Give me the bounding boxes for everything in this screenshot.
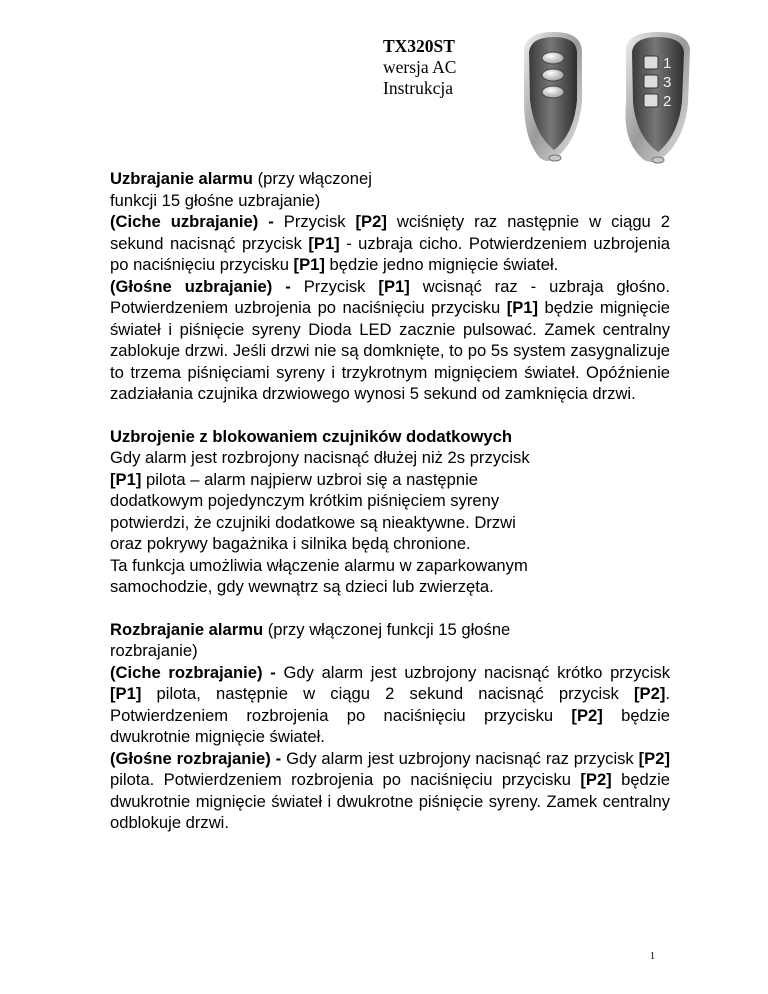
document-body [110, 168, 670, 834]
remote-button-label: 2 [663, 93, 672, 110]
model-name: TX320ST [383, 36, 455, 56]
page-number: 1 [650, 951, 655, 962]
document-header [383, 36, 456, 99]
loud-disarming-paragraph: (Głośne rozbrajanie) - Gdy alarm jest uzbrojony nacisnąć raz przycisk [P2] pilota. Potwierdzeniem rozbrojenia po naciśnięciu przycisku [P2] będzie dwukrotnie mignięcie świateł i dwukrotne piśnięcie syreny. Zamek centralny odblokuje drzwi. [110, 748, 670, 832]
remote-left [524, 32, 582, 161]
remote-button [542, 69, 564, 81]
disarming-heading-line: Rozbrajanie alarmu (przy włączonej funkcji 15 głośne [110, 619, 511, 639]
remote-button-label: 1 [663, 55, 672, 72]
remote-controls-image [518, 12, 718, 164]
arming-heading-line: Uzbrajanie alarmu (przy włączonej [110, 169, 372, 188]
loud-arming-paragraph: (Głośne uzbrajanie) - Przycisk [P1] wcisnąć raz - uzbraja głośno. Potwierdzeniem uzbrojenia po naciśnięciu przycisku [P1] będzie mignięcie świateł i piśnięcie syreny Dioda LED zacznie pulsować. Zamek centralny zablokuje drzwi. Jeśli drzwi nie są domknięte, to po 5s system zasygnalizuje to trzema piśnięciami syreny i trzykrotnym mignięciem świateł. Opóźnienie zadziałania czujnika drzwiowego wynosi 5 sekund od zamknięcia drzwi. [110, 276, 670, 403]
paragraph-line: dodatkowym pojedynczym krótkim piśnięciem syreny [110, 491, 500, 510]
paragraph-line: Ta funkcja umożliwia włączenie alarmu w zaparkowanym [110, 555, 528, 575]
remote-button [542, 86, 564, 98]
remote-right [625, 32, 690, 163]
remote-button-label: 3 [663, 74, 672, 91]
section-title: Uzbrajanie alarmu [110, 169, 253, 188]
paragraph-line: [P1] pilota – alarm najpierw uzbroi się a następnie [110, 469, 479, 489]
paragraph-line: Gdy alarm jest rozbrojony nacisnąć dłużej niż 2s przycisk [110, 448, 530, 467]
version-label: wersja AC [383, 57, 457, 77]
paragraph-line: oraz pokrywy bagażnika i silnika będą chronione. [110, 534, 471, 553]
section-title: Uzbrojenie z blokowaniem czujników dodatkowych [110, 426, 512, 446]
remote-button [542, 52, 564, 64]
quiet-disarming-paragraph: (Ciche rozbrajanie) - Gdy alarm jest uzbrojony nacisnąć krótko przycisk [P1] pilota, następnie w ciągu 2 sekund nacisnąć przycisk [P2]. Potwierdzeniem rozbrojenia po naciśnięciu przycisku [P2] będzie dwukrotnie mignięcie świateł. [110, 662, 671, 746]
section-title: Rozbrajanie alarmu [110, 619, 264, 639]
arming-note: funkcji 15 głośne uzbrajanie) [110, 190, 321, 210]
doc-type-label: Instrukcja [383, 78, 453, 98]
paragraph-line: potwierdzi, że czujniki dodatkowe są nieaktywne. Drzwi [110, 512, 516, 532]
disarming-note: rozbrajanie) [110, 641, 198, 660]
quiet-arming-paragraph: (Ciche uzbrajanie) - Przycisk [P2] wciśnięty raz następnie w ciągu 2 sekund nacisnąć przycisk [P1] - uzbraja cicho. Potwierdzeniem uzbrojenia po naciśnięciu przycisku [P1] będzie jedno mignięcie świateł. [110, 212, 670, 274]
paragraph-line: samochodzie, gdy wewnątrz są dzieci lub zwierzęta. [110, 577, 494, 596]
